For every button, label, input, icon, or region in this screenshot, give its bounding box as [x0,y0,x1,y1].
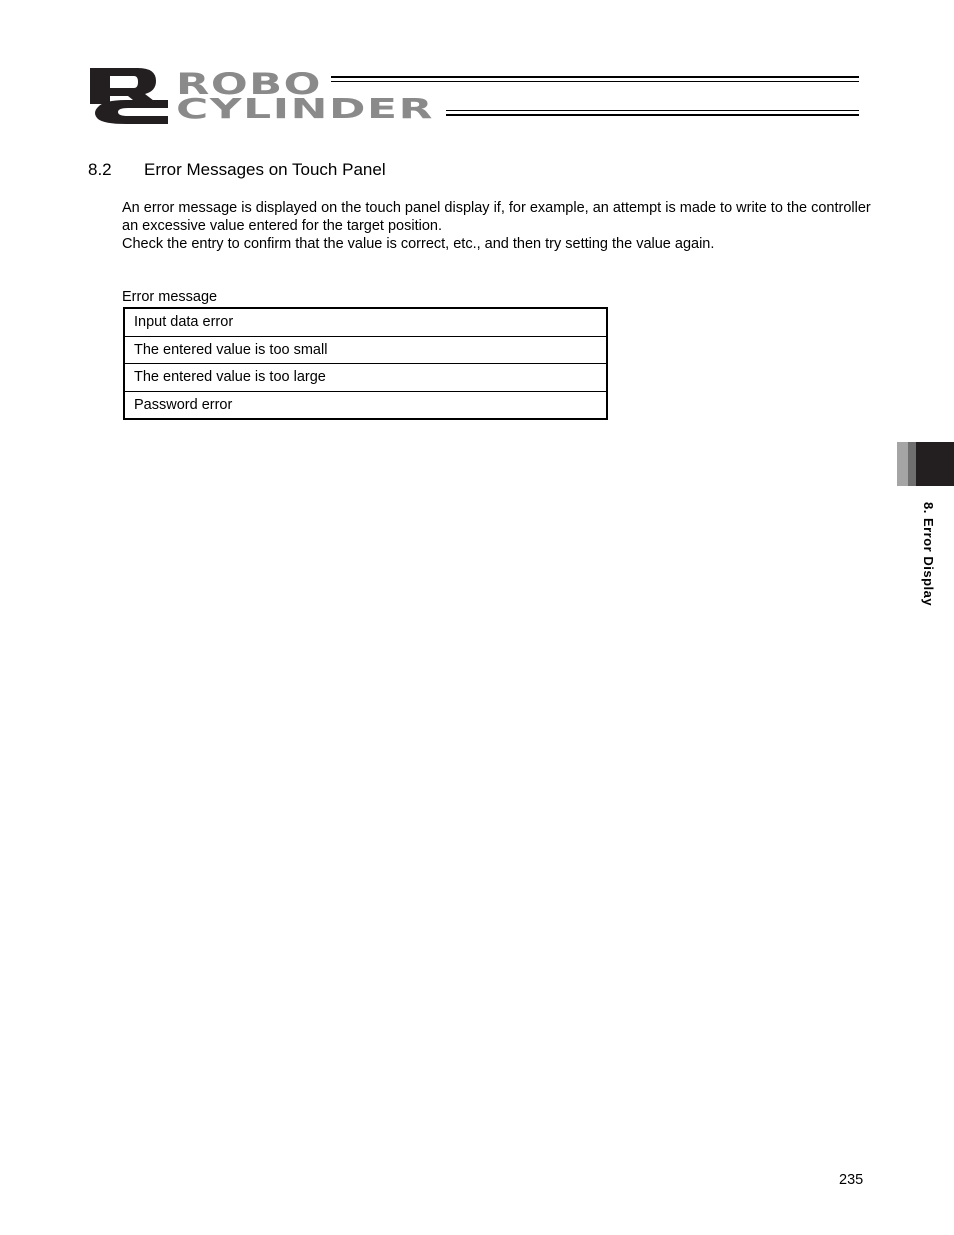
table-row [124,364,607,392]
table-cell: Password error [124,391,607,419]
table-cell: The entered value is too small [124,336,607,364]
page-number: 235 [839,1172,864,1188]
header-rule-bottom [446,110,859,116]
chapter-tab-label: 8. Error Display [921,502,936,607]
table-caption: Error message [122,289,218,305]
logo-cylinder-text: CYLINDER [176,92,434,125]
error-message-table [123,307,608,420]
section-number: 8.2 [88,160,112,179]
table-row [124,308,607,336]
table-cell: The entered value is too large [124,364,607,392]
section-heading [88,160,386,180]
logo-robo-text: ROBO [176,67,322,101]
table-row [124,391,607,419]
header-rule-top [331,76,859,82]
logo-r-glyph [90,68,158,104]
paragraph-1: An error message is displayed on the touch panel display if, for example, an attempt is made to write to the controller an excessive value entered for the target position. [122,200,871,234]
robo-cylinder-logo [88,66,438,126]
chapter-tab [897,442,954,486]
body-text [122,199,872,253]
table-row [124,336,607,364]
table-cell: Input data error [124,308,607,336]
logo-c-glyph [95,100,168,124]
section-title: Error Messages on Touch Panel [144,160,386,179]
paragraph-2: Check the entry to confirm that the value is correct, etc., and then try setting the value again. [122,236,715,252]
